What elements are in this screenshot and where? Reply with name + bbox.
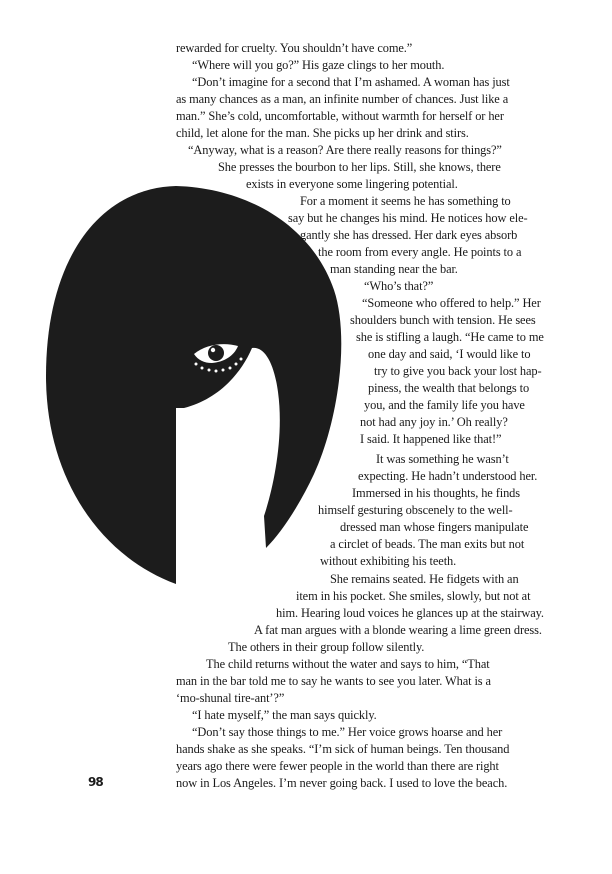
text-line: expecting. He hadn’t understood her. xyxy=(358,469,538,483)
text-line: you, and the family life you have xyxy=(364,398,525,412)
text-line: The child returns without the water and says to him, “That xyxy=(206,657,490,671)
text-line: try to give you back your lost hap- xyxy=(374,364,542,378)
text-line: For a moment it seems he has something to xyxy=(300,194,511,208)
text-line: item in his pocket. She smiles, slowly, but not at xyxy=(296,589,531,603)
face-shadow-half xyxy=(46,186,176,584)
text-line: exists in everyone some lingering potential. xyxy=(246,177,458,191)
text-line: “Someone who offered to help.” Her xyxy=(362,296,541,310)
text-line: man.” She’s cold, uncomfortable, without warmth for herself or her xyxy=(176,109,504,123)
text-line: “Where will you go?” His gaze clings to her mouth. xyxy=(192,58,445,72)
text-line: she is stifling a laugh. “He came to me xyxy=(356,330,544,344)
text-line: him. Hearing loud voices he glances up at the stairway. xyxy=(276,606,544,620)
page-number: 98 xyxy=(88,775,103,789)
text-line: a circlet of beads. The man exits but not xyxy=(330,537,525,551)
text-line: “Don’t imagine for a second that I’m ashamed. A woman has just xyxy=(192,75,510,89)
text-line: hands shake as she speaks. “I’m sick of human beings. Ten thousand xyxy=(176,742,510,756)
text-line: “I hate myself,” the man says quickly. xyxy=(192,708,377,722)
text-line: gantly she has dressed. Her dark eyes absorb xyxy=(300,228,518,242)
text-line: “Don’t say those things to me.” Her voice grows hoarse and her xyxy=(192,725,503,739)
text-line: dressed man whose fingers manipulate xyxy=(340,520,529,534)
text-line: child, let alone for the man. She picks up her drink and stirs. xyxy=(176,126,469,140)
text-line: now in Los Angeles. I’m never going back. I used to love the beach. xyxy=(176,776,508,790)
text-line: I said. It happened like that!” xyxy=(360,432,502,446)
text-line: The others in their group follow silently. xyxy=(228,640,425,654)
text-line: not had any joy in.’ Oh really? xyxy=(360,415,508,429)
text-line: ‘mo-shunal tire-ant’?” xyxy=(176,691,285,705)
text-line: the room from every angle. He points to a xyxy=(318,245,522,259)
text-line: It was something he wasn’t xyxy=(376,452,509,466)
text-line: himself gesturing obscenely to the well- xyxy=(318,503,513,517)
text-line: without exhibiting his teeth. xyxy=(320,554,457,568)
text-line: shoulders bunch with tension. He sees xyxy=(350,313,536,327)
text-line: “Who’s that?” xyxy=(364,279,434,293)
text-line: rewarded for cruelty. You shouldn’t have come.” xyxy=(176,41,413,55)
text-line: piness, the wealth that belongs to xyxy=(368,381,530,395)
text-line: say but he changes his mind. He notices how ele- xyxy=(288,211,528,225)
text-line: man in the bar told me to say he wants to see you later. What is a xyxy=(176,674,491,688)
text-line: as many chances as a man, an infinite number of chances. Just like a xyxy=(176,92,509,106)
text-line: Immersed in his thoughts, he finds xyxy=(352,486,520,500)
text-line: years ago there were fewer people in the world than there are right xyxy=(176,759,499,773)
text-line: A fat man argues with a blonde wearing a lime green dress. xyxy=(254,623,542,637)
text-line: She presses the bourbon to her lips. Still, she knows, there xyxy=(218,160,501,174)
text-line: man standing near the bar. xyxy=(330,262,458,276)
text-line: “Anyway, what is a reason? Are there really reasons for things?” xyxy=(188,143,502,157)
text-line: She remains seated. He fidgets with an xyxy=(330,572,519,586)
text-line: one day and said, ‘I would like to xyxy=(368,347,531,361)
